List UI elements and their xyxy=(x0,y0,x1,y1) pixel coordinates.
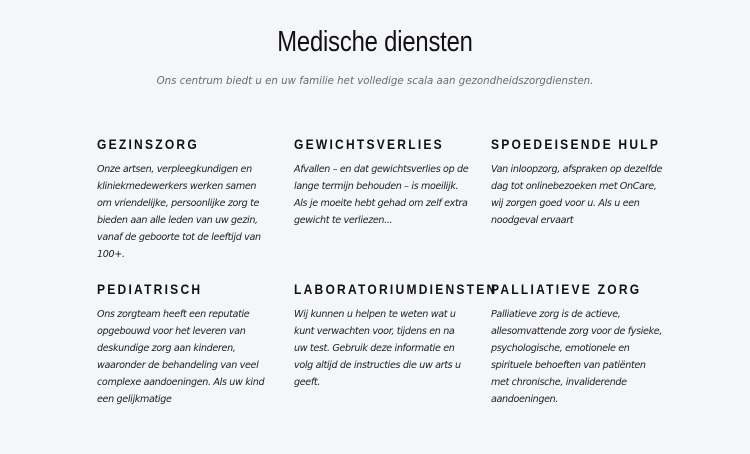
service-title: GEWICHTSVERLIES xyxy=(294,136,444,152)
service-title: LABORATORIUMDIENSTEN xyxy=(294,281,498,297)
service-card-gezinszorg xyxy=(97,136,272,263)
service-description: Van inloopzorg, afspraken op dezelfde dag tot onlinebezoeken met OnCare, wij zorgen goed voor u. Als u een noodgeval ervaart xyxy=(491,164,663,226)
service-title: PALLIATIEVE ZORG xyxy=(491,281,642,297)
service-description: Wij kunnen u helpen te weten wat u kunt verwachten voor, tijdens en na uw test. Gebruik deze informatie en volg altijd de instructies die uw arts u geeft. xyxy=(294,309,461,388)
service-description: Palliatieve zorg is de actieve, allesomvattende zorg voor de fysieke, psychologische, emotionele en spirituele behoeften van patiënten met chronische, invaliderende aandoeningen. xyxy=(491,309,663,405)
service-card-laboratoriumdiensten xyxy=(294,281,498,391)
service-title: SPOEDEISENDE HULP xyxy=(491,136,661,152)
service-description: Onze artsen, verpleegkundigen en kliniekmedewerkers werken samen om vriendelijke, persoonlijke zorg te bieden aan alle leden van uw gezin, vanaf de geboorte tot de leeftijd van 100+. xyxy=(97,164,261,260)
page-subtitle: Ons centrum biedt u en uw familie het volledige scala aan gezondheidszorgdiensten. xyxy=(156,74,594,87)
service-card-spoedeisende-hulp xyxy=(491,136,666,229)
service-card-pediatrisch xyxy=(97,281,272,408)
service-title: GEZINSZORG xyxy=(97,136,199,152)
service-description: Afvallen – en dat gewichtsverlies op de lange termijn behouden – is moeilijk. Als je moeite hebt gehad om zelf extra gewicht te verliezen... xyxy=(294,164,469,226)
service-card-gewichtsverlies xyxy=(294,136,469,229)
service-title: PEDIATRISCH xyxy=(97,281,203,297)
service-description: Ons zorgteam heeft een reputatie opgebouwd voor het leveren van deskundige zorg aan kinderen, waaronder de behandeling van veel complexe aandoeningen. Als uw kind een gelijkmatige xyxy=(97,309,265,405)
service-card-palliatieve-zorg xyxy=(491,281,666,408)
page-title: Medische diensten xyxy=(277,26,473,58)
